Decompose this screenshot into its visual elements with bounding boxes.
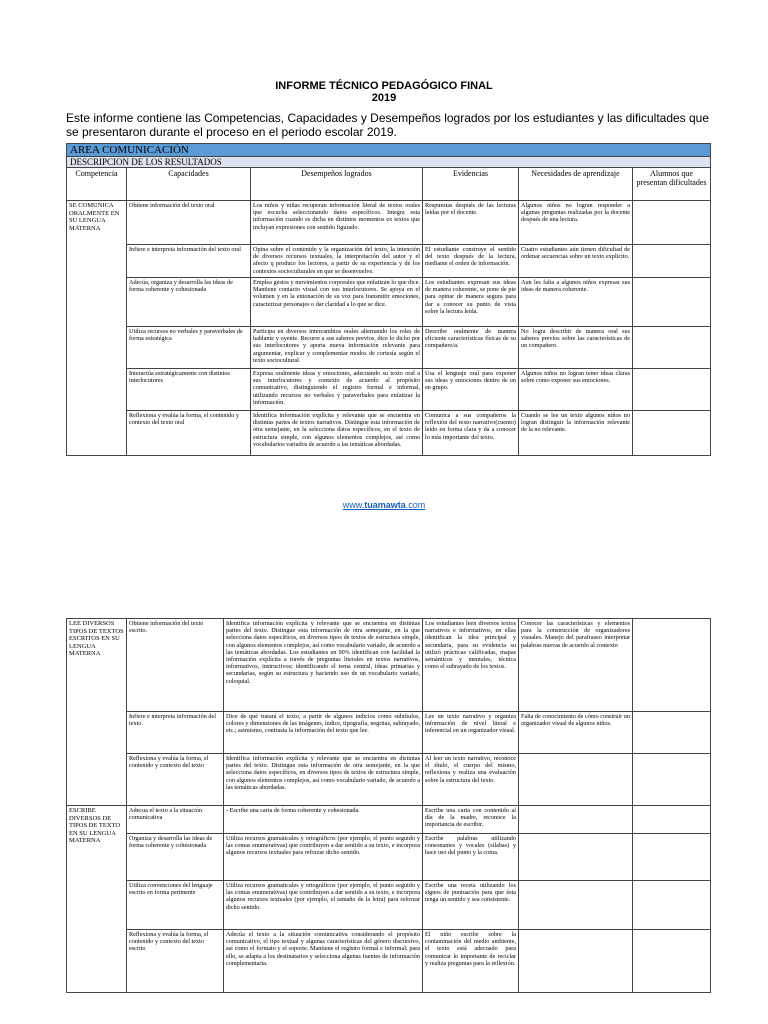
capacidad-cell: Reflexiona y evalúa la forma, el contenido y contexto del texto — [127, 754, 224, 806]
desempeno-cell: Identifica información explícita y relevante que se encuentra en distintas partes del texto. Distingue esta información de otra semejante, en la que selecciona datos específicos, en diversos tipos de textos de estructura simple, con algunos elementos complejos, así como vocabulario variado, de acuerdo a las temáticas abordadas. — [224, 754, 423, 806]
alumnos-cell — [633, 834, 711, 881]
desempeno-cell: - Escribe una carta de forma coherente y cohesionada. — [224, 806, 423, 834]
capacidad-cell: Utiliza recursos no verbales y paraverbales de forma estratégica — [127, 327, 251, 369]
competencia-lectura: LEE DIVERSOS TIPOS DE TEXTOS ESCRITOS EN SU LENGUA MATERNA — [67, 619, 127, 806]
evidencia-cell: Escribe una carta con contenido al día de la madre, reconoce la importancia de escribir. — [423, 806, 519, 834]
desempeno-cell: Emplea gestos y movimientos corporales que enfatizan lo que dice. Mantiene contacto visual con sus interlocutores. Se apoya en el volumen y en la entonación de su voz para transmitir emociones, caracterizar personajes o dar claridad a lo que se dice. — [251, 278, 423, 327]
desempeno-cell: Participa en diversos intercambios orales alternando los roles de hablante y oyente. Recurre a sus saberes previos, dice lo dicho por sus interlocutores y aporta nueva información relevante para argumentar, explicar y complementar modos de cortesía según el texto sociocultural. — [251, 327, 423, 369]
capacidad-cell: Infiere e interpreta información del texto oral — [127, 245, 251, 278]
alumnos-cell — [633, 754, 711, 806]
desempeno-cell: Identifica información explícita y relevante que se encuentra en distintas partes de textos narrativos. Distingue esta información de otra semejante, en la selecciona datos específicos, en el texto de estructura simple, con algunos elementos complejos, así como vocabularios variados de acuerdo a las temáticas abordadas. — [251, 411, 423, 456]
necesidad-cell: Cuando se lee un texto algunos niños no logran distinguir la información relevante de la no relevante. — [519, 411, 633, 456]
alumnos-cell — [633, 201, 711, 245]
competencia-oral: SE COMUNICA ORALMENTE EN SU LENGUA MATERNA — [67, 201, 127, 456]
link-prefix: www. — [342, 500, 365, 510]
col-header-competencia: Competencia — [67, 168, 127, 201]
necesidad-cell — [519, 754, 633, 806]
necesidad-cell — [519, 834, 633, 881]
alumnos-cell — [633, 278, 711, 327]
alumnos-cell — [633, 806, 711, 834]
capacidad-cell: Infiere e interpreta información del texto. — [127, 712, 224, 754]
col-header-alumnos: Alumnos que presentan dificultades — [633, 168, 711, 201]
desempeno-cell: Adecúa el texto a la situación comunicativa considerando el propósito comunicativo, el tipo textual y algunas características del género discursivo, así como el formato y el soporte. Mantiene el registro formal e informal; para ello, se adapta a los destinatarios y selecciona algunas fuentes de información complementaria. — [224, 930, 423, 993]
necesidad-cell: Falta de conocimiento de cómo construir un organizador visual de algunos niños. — [519, 712, 633, 754]
alumnos-cell — [633, 712, 711, 754]
capacidad-cell: Organiza y desarrolla las ideas de forma coherente y cohesionada — [127, 834, 224, 881]
necesidad-cell: Conocer las características y elementos para la construcción de organizadores visuales. Manejo del parafraseo interpretar palabras nuevas de acuerdo al contexto — [519, 619, 633, 712]
alumnos-cell — [633, 881, 711, 930]
necesidad-cell: No logra describir de manera oral sus saberes previos sobre las características de un compañero. — [519, 327, 633, 369]
capacidad-cell: Adecúa, organiza y desarrolla las ideas de forma coherente y cohesionada — [127, 278, 251, 327]
report-title: INFORME TÉCNICO PEDAGÓGICO FINAL — [275, 80, 493, 92]
alumnos-cell — [633, 369, 711, 411]
desempeno-cell: Dice de qué tratará el texto, a partir de algunos indicios como subtítulos, colores y dimensiones de las imágenes, índice, tipografía, negritas, subrayado, etc.; asimismo, contrasta la información del texto que lee. — [224, 712, 423, 754]
website-link[interactable] — [0, 500, 768, 510]
description-header: DESCRIPCION DE LOS RESULTADOS — [67, 157, 711, 168]
capacidad-cell: Obtiene información del texto escrito. — [127, 619, 224, 712]
necesidad-cell — [519, 930, 633, 993]
col-header-desempenos: Desempeños logrados — [251, 168, 423, 201]
desempeno-cell: Utiliza recursos gramaticales y ortográficos (por ejemplo, el punto seguido y las comas enumerativas) que contribuyen a dar sentido a su texto, e incorpora algunos recursos textuales para reforzar dicho sentido. — [224, 834, 423, 881]
evidencia-cell: Escribe una receta utilizando los signos de puntuación para que ésta tenga un sentido y sea consistente. — [423, 881, 519, 930]
alumnos-cell — [633, 411, 711, 456]
alumnos-cell — [633, 327, 711, 369]
report-year: 2019 — [371, 92, 397, 104]
necesidad-cell: Algunos niños no logran tener ideas claras sobre como exponer sus emociones. — [519, 369, 633, 411]
necesidad-cell: Cuatro estudiantes aún tienen dificultad de ordenar secuencias sobre un texto explicito. — [519, 245, 633, 278]
evidencia-cell: Al leer un texto narrativo, reconoce el título, el cuerpo del mismo, reflexiona y realiza una evaluación sobre la estructura del texto. — [423, 754, 519, 806]
desempeno-cell: Expresa oralmente ideas y emociones, adecuando su texto oral a sus interlocutores y contexto de acuerdo al propósito comunicativo, distinguiendo el registro formal e informal, utilizando recursos no verbales y paraverbales para enfatizar la información. — [251, 369, 423, 411]
evidencia-cell: El niño escribe sobre la contaminación del medio ambiente, el texto está adecuado para comunicar lo importante de reciclar y realiza preguntas para la reflexión. — [423, 930, 519, 993]
area-header: AREA COMUNICACIÓN — [67, 144, 711, 157]
alumnos-cell — [633, 619, 711, 712]
evidencia-cell: El estudiante construye el sentido del texto después de la lectura, mediante el orden de información. — [423, 245, 519, 278]
capacidad-cell: Obtiene información del texto oral — [127, 201, 251, 245]
link-suffix: .com — [405, 500, 426, 510]
evidencia-cell: Respuestas después de las lecturas leídas por el docente. — [423, 201, 519, 245]
desempeno-cell: Identifica información explícita y relevante que se encuentra en distintas partes del texto. Distingue esta información de otra semejante, en la que selecciona datos específicos, en diversos tipos de textos de estructura simple, con algunos elementos complejos, así como vocabulario variado, de acuerdo a las temáticas abordadas. Los estudiantes en 90% identifican con facilidad la información explícita a través de preguntas literales en textos narrativos, informativos, instructivos; identificando el tema central, ideas primarias y secundarias, según su estructura y haciendo uso de un vocabulario variado, coloquial. — [224, 619, 423, 712]
alumnos-cell — [633, 245, 711, 278]
evidencia-cell: Comunica a sus compañeros la reflexión del texto narrativo(cuento) leído en forma clara y da a conocer lo más importante del texto. — [423, 411, 519, 456]
col-header-evidencias: Evidencias — [423, 168, 519, 201]
evidencia-cell: Usa el lenguaje oral para exponer sus ideas y emociones dentro de un en grupo. — [423, 369, 519, 411]
intro-paragraph: Este informe contiene las Competencias, Capacidades y Desempeños logrados por los estudiantes y las dificultades que se presentaron durante el proceso en el periodo escolar 2019. — [66, 111, 710, 139]
desempeno-cell: Opina sobre el contenido y la organización del texto, la intención de diversos recursos textuales, la interpretación del autor y el afecto q produce los lectores, a partir de su experiencia y de los contextos socioculturales en que se desenvuelve. — [251, 245, 423, 278]
evidencia-cell: Escribe palabras utilizando consonantes y vocales (sílabas) y hace uso del punto y la coma. — [423, 834, 519, 881]
col-header-necesidades: Necesidades de aprendizaje — [519, 168, 633, 201]
evidencia-cell: Lee un texto narrativo y organiza información de nivel literal e inferencial en un organizador visual. — [423, 712, 519, 754]
capacidad-cell: Reflexiona y evalúa la forma, el contenido y contexto del texto escrito — [127, 930, 224, 993]
results-table-oral — [66, 143, 711, 456]
alumnos-cell — [633, 930, 711, 993]
results-table-reading-writing — [66, 618, 711, 993]
competencia-escritura: ESCRIBE DIVERSOS DE TIPOS DE TEXTO EN SU LENGUA MATERNA — [67, 806, 127, 993]
necesidad-cell: Aun les falta a algunos niños expresar sus ideas de manera coherente. — [519, 278, 633, 327]
evidencia-cell: Los estudiantes expresan sus ideas de manera coherente, se pone de pie para opinar de manera segura para dar a conocer su punto de vista sobre la lectura leída. — [423, 278, 519, 327]
link-brand: tuamawta — [364, 500, 406, 510]
capacidad-cell: Adecua el texto a la situación comunicativa — [127, 806, 224, 834]
capacidad-cell: Reflexiona y evalúa la forma, el contenido y contexto del texto oral — [127, 411, 251, 456]
capacidad-cell: Utiliza convenciones del lenguaje escrito en forma pertinente — [127, 881, 224, 930]
evidencia-cell: Los estudiantes leen diversos textos narrativos e informativos, en ellas identifican la idea principal y secundaria, para su evidencia su utilizó prácticas calificadas, mapas semánticos y mentales, técnica como el subrayado de los textos. — [423, 619, 519, 712]
evidencia-cell: Describe oralmente de manera eficiente características físicas de su compañero/a. — [423, 327, 519, 369]
desempeno-cell: Utiliza recursos gramaticales y ortográficos (por ejemplo, el punto seguido y las comas enumerativas) que contribuyen a dar sentido a su texto, e incorpora algunos recursos textuales (por ejemplo, el tamaño de la letra) para reforzar dicho sentido. — [224, 881, 423, 930]
col-header-capacidades: Capacidades — [127, 168, 251, 201]
necesidad-cell: Algunos niños no logran responder a algunas preguntas realizadas por la docente después de una lectura. — [519, 201, 633, 245]
desempeno-cell: Los niños y niñas recuperan información literal de textos orales que escucha seleccionando datos específicos. Integra esta información cuando es dicha en distintos momentos ex textos que incluyan expresiones con sentido figurado. — [251, 201, 423, 245]
capacidad-cell: Interactúa estratégicamente con distintos interlocutores — [127, 369, 251, 411]
necesidad-cell — [519, 881, 633, 930]
necesidad-cell — [519, 806, 633, 834]
